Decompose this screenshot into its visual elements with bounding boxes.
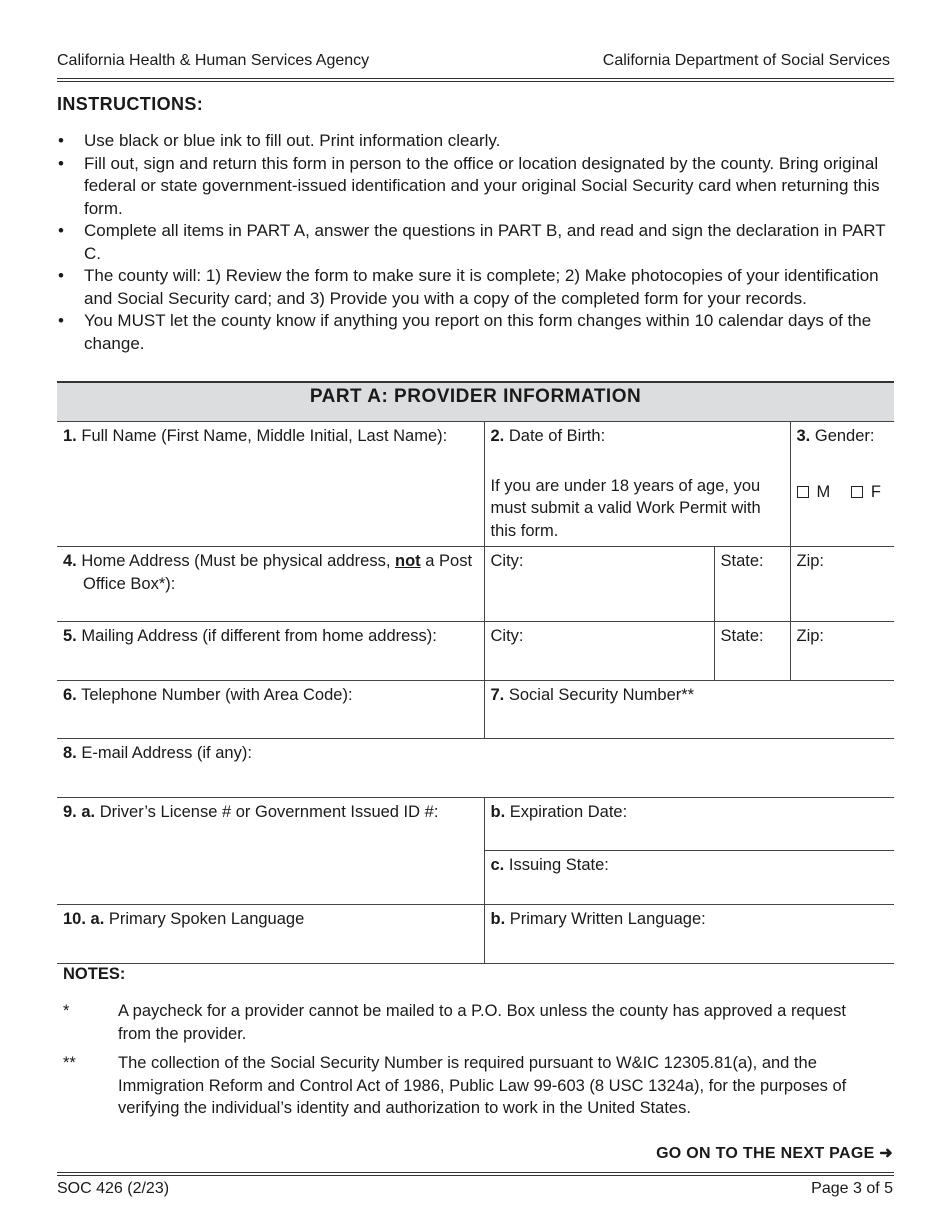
home-address-field[interactable]: 4. Home Address (Must be physical address, not a Post Office Box*): xyxy=(57,547,484,622)
issuing-state-field[interactable]: c. Issuing State: xyxy=(484,851,894,905)
gender-field: 3. Gender: M F xyxy=(790,422,894,547)
home-zip-field[interactable]: Zip: xyxy=(790,547,894,622)
gender-f-checkbox[interactable] xyxy=(851,486,863,498)
instruction-item: • Complete all items in PART A, answer the questions in PART B, and read and sign the declaration in PART C. xyxy=(57,220,897,265)
header-agency: California Health & Human Services Agency xyxy=(57,52,370,69)
telephone-field[interactable]: 6. Telephone Number (with Area Code): xyxy=(57,681,484,739)
instructions-title: INSTRUCTIONS: xyxy=(57,94,204,114)
form-number: SOC 426 (2/23) xyxy=(57,1180,170,1197)
mailing-zip-field[interactable]: Zip: xyxy=(790,622,894,681)
work-permit-note: If you are under 18 years of age, you must submit a valid Work Permit with this form. xyxy=(490,476,761,540)
drivers-license-field[interactable]: 9. a. Driver’s License # or Government Issued ID #: xyxy=(57,798,484,905)
notes-title: NOTES: xyxy=(63,965,126,983)
instruction-item: • The county will: 1) Review the form to make sure it is complete; 2) Make photocopies of your identification and Social Security card; and 3) Provide you with a copy of the completed form for your records. xyxy=(57,265,897,310)
instruction-item: • Fill out, sign and return this form in person to the office or location designated by the county. Bring original federal or state government-issued identification and your original Social Security card when returning this form. xyxy=(57,153,897,221)
primary-written-language-field[interactable]: b. Primary Written Language: xyxy=(484,905,894,964)
instructions-list xyxy=(57,130,897,355)
page-number: Page 3 of 5 xyxy=(811,1180,893,1197)
expiration-date-field[interactable]: b. Expiration Date: xyxy=(484,798,894,851)
mailing-city-field[interactable]: City: xyxy=(484,622,714,681)
full-name-field[interactable]: 1. Full Name (First Name, Middle Initial, Last Name): xyxy=(57,422,484,547)
header-divider xyxy=(57,78,894,82)
date-of-birth-field[interactable]: 2. Date of Birth: If you are under 18 years of age, you must submit a valid Work Permit with this form. xyxy=(484,422,790,547)
footer-divider xyxy=(57,1172,894,1176)
home-state-field[interactable]: State: xyxy=(714,547,790,622)
part-a-title: PART A: PROVIDER INFORMATION xyxy=(57,382,894,422)
mailing-state-field[interactable]: State: xyxy=(714,622,790,681)
mailing-address-field[interactable]: 5. Mailing Address (if different from home address): xyxy=(57,622,484,681)
note-po-box: * A paycheck for a provider cannot be mailed to a P.O. Box unless the county has approved a request from the provider. xyxy=(63,1002,846,1043)
home-city-field[interactable]: City: xyxy=(484,547,714,622)
part-a-form xyxy=(57,381,894,964)
instruction-item: • Use black or blue ink to fill out. Print information clearly. xyxy=(57,130,897,153)
header-department: California Department of Social Services xyxy=(602,52,890,69)
gender-m-checkbox[interactable] xyxy=(797,486,809,498)
go-on-next-page: GO ON TO THE NEXT PAGE ➜ xyxy=(656,1145,893,1162)
primary-spoken-language-field[interactable]: 10. a. Primary Spoken Language xyxy=(57,905,484,964)
ssn-field[interactable]: 7. Social Security Number** xyxy=(484,681,894,739)
instruction-item: • You MUST let the county know if anything you report on this form changes within 10 calendar days of the change. xyxy=(57,310,897,355)
note-ssn: ** The collection of the Social Security Number is required pursuant to W&IC 12305.81(a), and the Immigration Reform and Control Act of 1986, Public Law 99-603 (8 USC 1324a), for the purposes of verifying the individual’s identity and authorization to work in the United States. xyxy=(63,1054,847,1117)
email-field[interactable]: 8. E-mail Address (if any): xyxy=(57,739,894,798)
